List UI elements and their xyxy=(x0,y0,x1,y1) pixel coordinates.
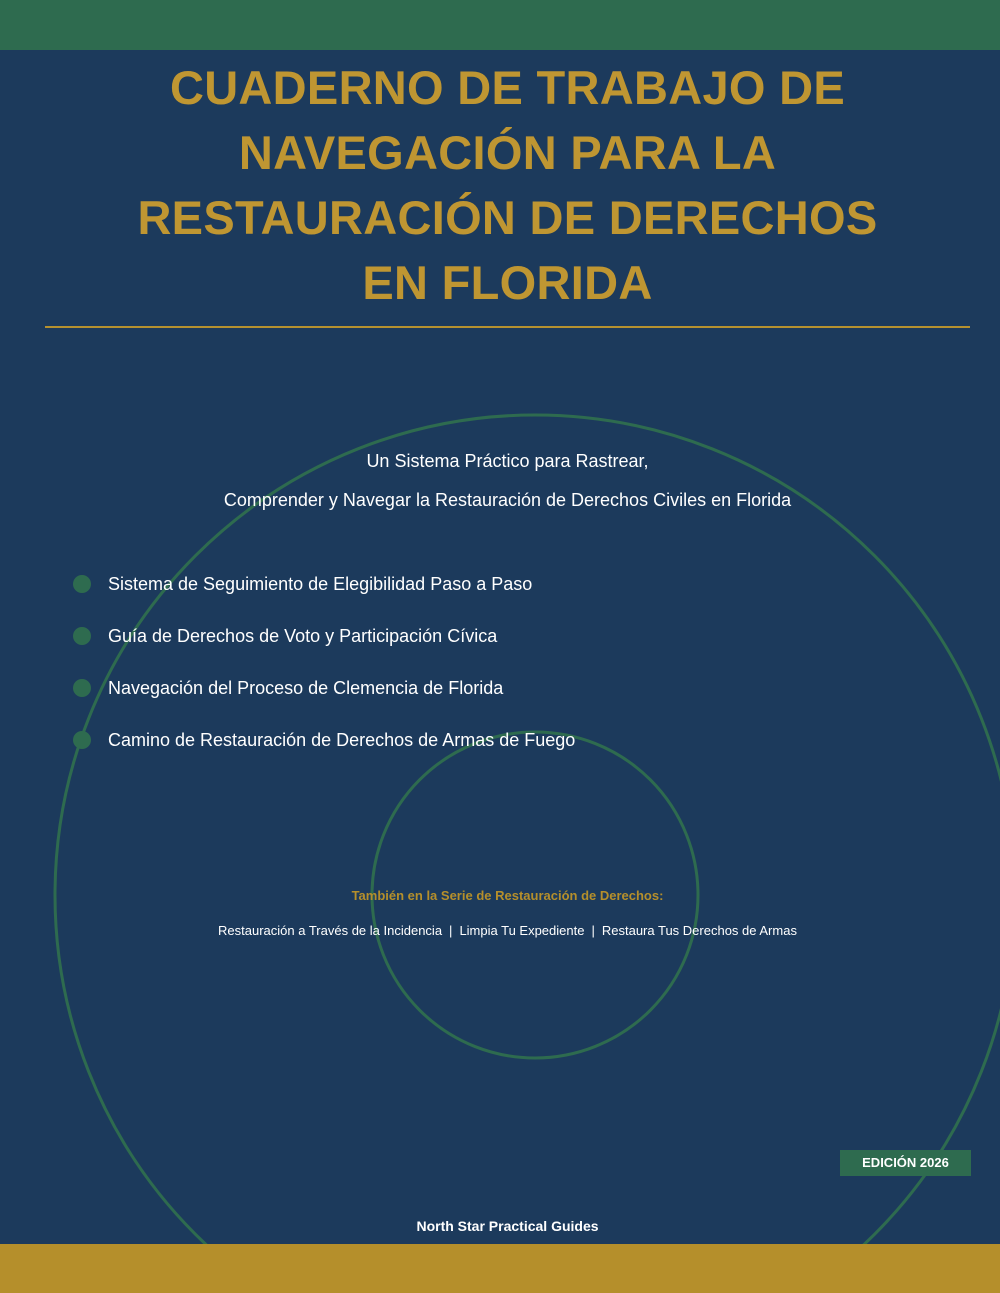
publisher-name: North Star Practical Guides xyxy=(416,1218,599,1234)
bullet-dot-icon xyxy=(73,627,91,645)
series-title-list xyxy=(0,922,1000,940)
title-line: NAVEGACIÓN PARA LA xyxy=(238,126,777,179)
feature-item xyxy=(72,570,575,622)
series-title: Restaura Tus Derechos de Armas xyxy=(601,923,797,938)
series-separator: | xyxy=(591,923,595,938)
feature-item xyxy=(72,674,575,726)
series-title: Limpia Tu Expediente xyxy=(459,923,585,938)
title-line: RESTAURACIÓN DE DERECHOS xyxy=(137,191,878,244)
feature-label: Camino de Restauración de Derechos de Armas de Fuego xyxy=(108,730,576,750)
title-divider xyxy=(45,326,970,328)
top-color-band xyxy=(0,0,1000,50)
title-line: EN FLORIDA xyxy=(362,256,653,309)
series-separator: | xyxy=(449,923,453,938)
feature-label: Guía de Derechos de Voto y Participación Cívica xyxy=(108,626,498,646)
feature-list xyxy=(72,570,575,778)
feature-label: Navegación del Proceso de Clemencia de Florida xyxy=(108,678,504,698)
bottom-color-band xyxy=(0,1244,1000,1293)
feature-item xyxy=(72,622,575,674)
feature-item xyxy=(72,726,575,778)
series-heading: También en la Serie de Restauración de Derechos: xyxy=(351,888,664,903)
book-title xyxy=(40,55,975,315)
bullet-dot-icon xyxy=(73,731,91,749)
bullet-dot-icon xyxy=(73,575,91,593)
subtitle-line-2: Comprender y Navegar la Restauración de Derechos Civiles en Florida xyxy=(223,490,792,510)
feature-label: Sistema de Seguimiento de Elegibilidad Paso a Paso xyxy=(108,574,533,594)
edition-badge: EDICIÓN 2026 xyxy=(840,1150,971,1176)
bullet-dot-icon xyxy=(73,679,91,697)
series-title: Restauración a Través de la Incidencia xyxy=(218,923,443,938)
subtitle-line-1: Un Sistema Práctico para Rastrear, xyxy=(366,451,649,471)
title-line: CUADERNO DE TRABAJO DE xyxy=(169,61,846,114)
